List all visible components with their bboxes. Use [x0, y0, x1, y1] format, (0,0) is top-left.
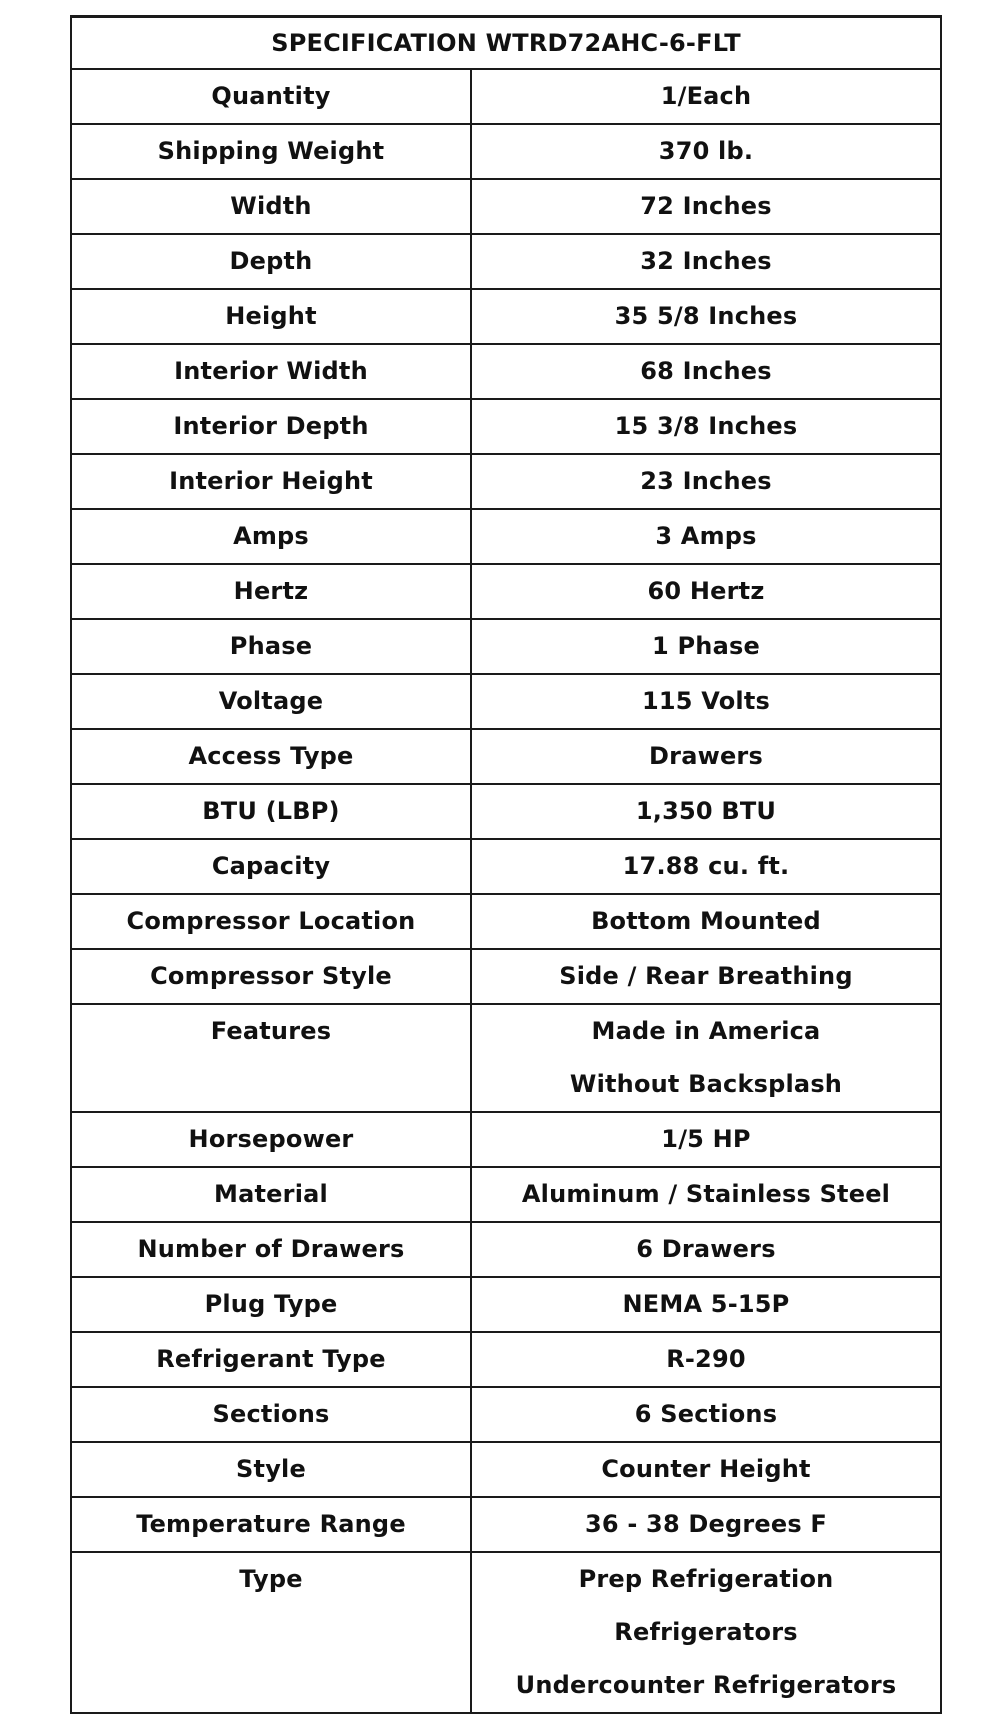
spec-value — [471, 179, 941, 234]
table-row — [71, 289, 941, 344]
table-row — [71, 784, 941, 839]
table-row — [71, 729, 941, 784]
spec-value — [471, 1277, 941, 1332]
spec-label: Quantity — [71, 69, 471, 124]
spec-value — [471, 619, 941, 674]
spec-value-line: Undercounter Refrigerators — [515, 1671, 897, 1699]
spec-value — [471, 1004, 941, 1112]
spec-label: Features — [71, 1004, 471, 1112]
spec-value — [471, 949, 941, 1004]
table-row — [71, 1497, 941, 1552]
spec-label: Capacity — [71, 839, 471, 894]
spec-value — [471, 454, 941, 509]
table-row — [71, 564, 941, 619]
table-row — [71, 124, 941, 179]
spec-value-line: 115 Volts — [642, 687, 770, 715]
table-row — [71, 1387, 941, 1442]
spec-value-line: 370 lb. — [658, 137, 754, 165]
table-body — [71, 69, 941, 1713]
spec-value-line: 6 Drawers — [636, 1235, 776, 1263]
table-row — [71, 1552, 941, 1713]
spec-label: Horsepower — [71, 1112, 471, 1167]
spec-value — [471, 289, 941, 344]
table-row — [71, 344, 941, 399]
spec-value — [471, 1112, 941, 1167]
spec-label: Refrigerant Type — [71, 1332, 471, 1387]
spec-value-line: R-290 — [666, 1345, 746, 1373]
spec-value-line: 6 Sections — [634, 1400, 778, 1428]
spec-value-line: 1,350 BTU — [635, 797, 777, 825]
spec-label: Sections — [71, 1387, 471, 1442]
spec-value — [471, 784, 941, 839]
table-header-row — [71, 17, 941, 70]
spec-label: Type — [71, 1552, 471, 1713]
table-row — [71, 619, 941, 674]
spec-label: Compressor Location — [71, 894, 471, 949]
spec-label: Voltage — [71, 674, 471, 729]
table-row — [71, 1167, 941, 1222]
spec-value — [471, 1442, 941, 1497]
spec-label: Amps — [71, 509, 471, 564]
table-row — [71, 179, 941, 234]
table-row — [71, 1222, 941, 1277]
spec-value-line: 15 3/8 Inches — [614, 412, 798, 440]
spec-value-line: Refrigerators — [614, 1618, 798, 1646]
spec-value-line: 35 5/8 Inches — [614, 302, 798, 330]
spec-label: Interior Width — [71, 344, 471, 399]
spec-label: Depth — [71, 234, 471, 289]
table-row — [71, 234, 941, 289]
spec-value-line: 1/Each — [660, 82, 752, 110]
table-row — [71, 69, 941, 124]
table-row — [71, 949, 941, 1004]
spec-value — [471, 564, 941, 619]
spec-value-line: Side / Rear Breathing — [559, 962, 853, 990]
spec-label: Access Type — [71, 729, 471, 784]
spec-value — [471, 1332, 941, 1387]
spec-value — [471, 234, 941, 289]
table-row — [71, 1277, 941, 1332]
table-row — [71, 399, 941, 454]
table-row — [71, 894, 941, 949]
table-row — [71, 1332, 941, 1387]
spec-label: Interior Height — [71, 454, 471, 509]
spec-label: Phase — [71, 619, 471, 674]
spec-label: Compressor Style — [71, 949, 471, 1004]
spec-value-line: Without Backsplash — [569, 1070, 843, 1098]
spec-value — [471, 674, 941, 729]
table-row — [71, 674, 941, 729]
table-row — [71, 1004, 941, 1112]
spec-label: Material — [71, 1167, 471, 1222]
spec-value — [471, 839, 941, 894]
spec-value-line: 23 Inches — [640, 467, 772, 495]
spec-value — [471, 1167, 941, 1222]
spec-label: Temperature Range — [71, 1497, 471, 1552]
spec-value — [471, 1497, 941, 1552]
spec-value-line: Prep Refrigeration — [578, 1565, 834, 1593]
table-row — [71, 509, 941, 564]
spec-value — [471, 344, 941, 399]
spec-value-line: Aluminum / Stainless Steel — [521, 1180, 891, 1208]
spec-value — [471, 1387, 941, 1442]
table-title: SPECIFICATION WTRD72AHC-6-FLT — [71, 17, 941, 70]
spec-label: Shipping Weight — [71, 124, 471, 179]
spec-label: Plug Type — [71, 1277, 471, 1332]
spec-value — [471, 509, 941, 564]
spec-value-line: 3 Amps — [655, 522, 757, 550]
spec-label: Style — [71, 1442, 471, 1497]
spec-label: Interior Depth — [71, 399, 471, 454]
spec-value-line: 17.88 cu. ft. — [622, 852, 790, 880]
spec-value — [471, 729, 941, 784]
table-row — [71, 1442, 941, 1497]
spec-label: Width — [71, 179, 471, 234]
spec-value — [471, 1552, 941, 1713]
spec-label: BTU (LBP) — [71, 784, 471, 839]
spec-label: Height — [71, 289, 471, 344]
spec-value — [471, 69, 941, 124]
spec-value-line: 32 Inches — [640, 247, 772, 275]
spec-label: Hertz — [71, 564, 471, 619]
spec-value-line: Bottom Mounted — [591, 907, 821, 935]
spec-label: Number of Drawers — [71, 1222, 471, 1277]
spec-value-line: 60 Hertz — [647, 577, 765, 605]
spec-value — [471, 124, 941, 179]
table-row — [71, 1112, 941, 1167]
spec-value-line: Counter Height — [601, 1455, 811, 1483]
spec-value — [471, 399, 941, 454]
specification-table — [70, 15, 942, 1714]
spec-value-line: NEMA 5-15P — [622, 1290, 790, 1318]
spec-value-line: Made in America — [591, 1017, 821, 1045]
spec-value-line: 36 - 38 Degrees F — [584, 1510, 828, 1538]
spec-value — [471, 1222, 941, 1277]
table-row — [71, 839, 941, 894]
spec-value-line: 72 Inches — [640, 192, 772, 220]
spec-value — [471, 894, 941, 949]
spec-value-line: 1 Phase — [652, 632, 760, 660]
table-row — [71, 454, 941, 509]
spec-value-line: 68 Inches — [640, 357, 772, 385]
spec-value-line: 1/5 HP — [661, 1125, 751, 1153]
spec-value-line: Drawers — [649, 742, 763, 770]
